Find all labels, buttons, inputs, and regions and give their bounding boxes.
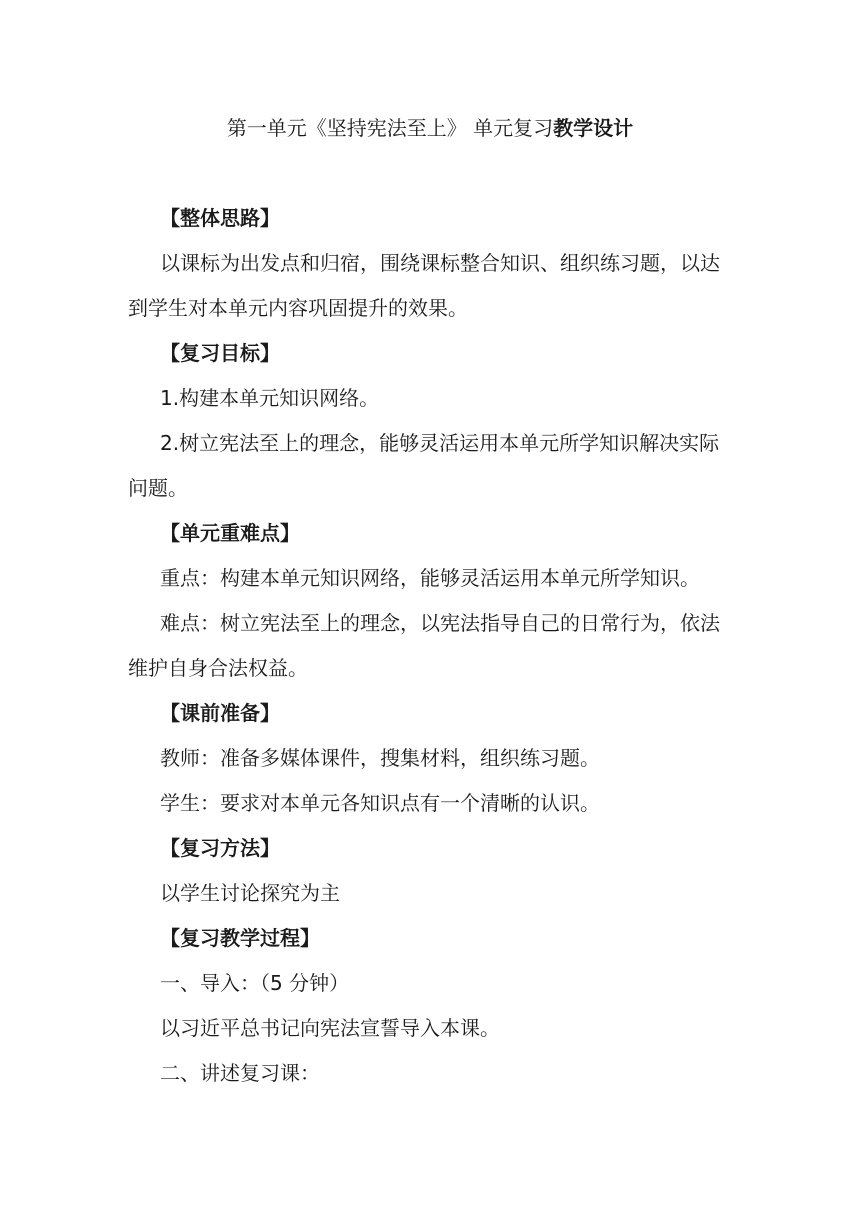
method-heading: 【复习方法】: [160, 836, 280, 860]
process-step-1-text: 以习近平总书记向宪法宣誓导入本课。: [160, 1016, 500, 1040]
overall-paragraph-line2: 到学生对本单元内容巩固提升的效果。: [128, 296, 468, 320]
preparation-student: 学生：要求对本单元各知识点有一个清晰的认识。: [160, 791, 600, 815]
key-point-text: 重点：构建本单元知识网络，能够灵活运用本单元所学知识。: [160, 566, 700, 590]
overall-heading: 【整体思路】: [160, 206, 280, 230]
process-heading: 【复习教学过程】: [160, 926, 320, 950]
goals-heading: 【复习目标】: [160, 341, 280, 365]
goal-item-1: 1.构建本单元知识网络。: [160, 386, 380, 410]
difficult-point-line1: 难点：树立宪法至上的理念，以宪法指导自己的日常行为，依法: [160, 611, 720, 635]
process-step-1: 一、导入：（5 分钟）: [160, 971, 350, 995]
preparation-teacher: 教师：准备多媒体课件，搜集材料，组织练习题。: [160, 746, 600, 770]
preparation-heading: 【课前准备】: [160, 701, 280, 725]
goal-item-2-line2: 问题。: [128, 476, 188, 500]
method-text: 以学生讨论探究为主: [160, 881, 340, 905]
title-bold-text: 教学设计: [553, 116, 634, 140]
difficult-point-line2: 维护自身合法权益。: [128, 656, 308, 680]
overall-paragraph-line1: 以课标为出发点和归宿，围绕课标整合知识、组织练习题，以达: [160, 251, 720, 275]
title-main-text: 第一单元《坚持宪法至上》 单元复习: [226, 116, 554, 140]
process-step-2: 二、讲述复习课：: [160, 1061, 320, 1085]
goal-item-2-line1: 2.树立宪法至上的理念，能够灵活运用本单元所学知识解决实际: [160, 431, 720, 455]
key-difficult-heading: 【单元重难点】: [160, 521, 300, 545]
document-title: [0, 114, 860, 142]
